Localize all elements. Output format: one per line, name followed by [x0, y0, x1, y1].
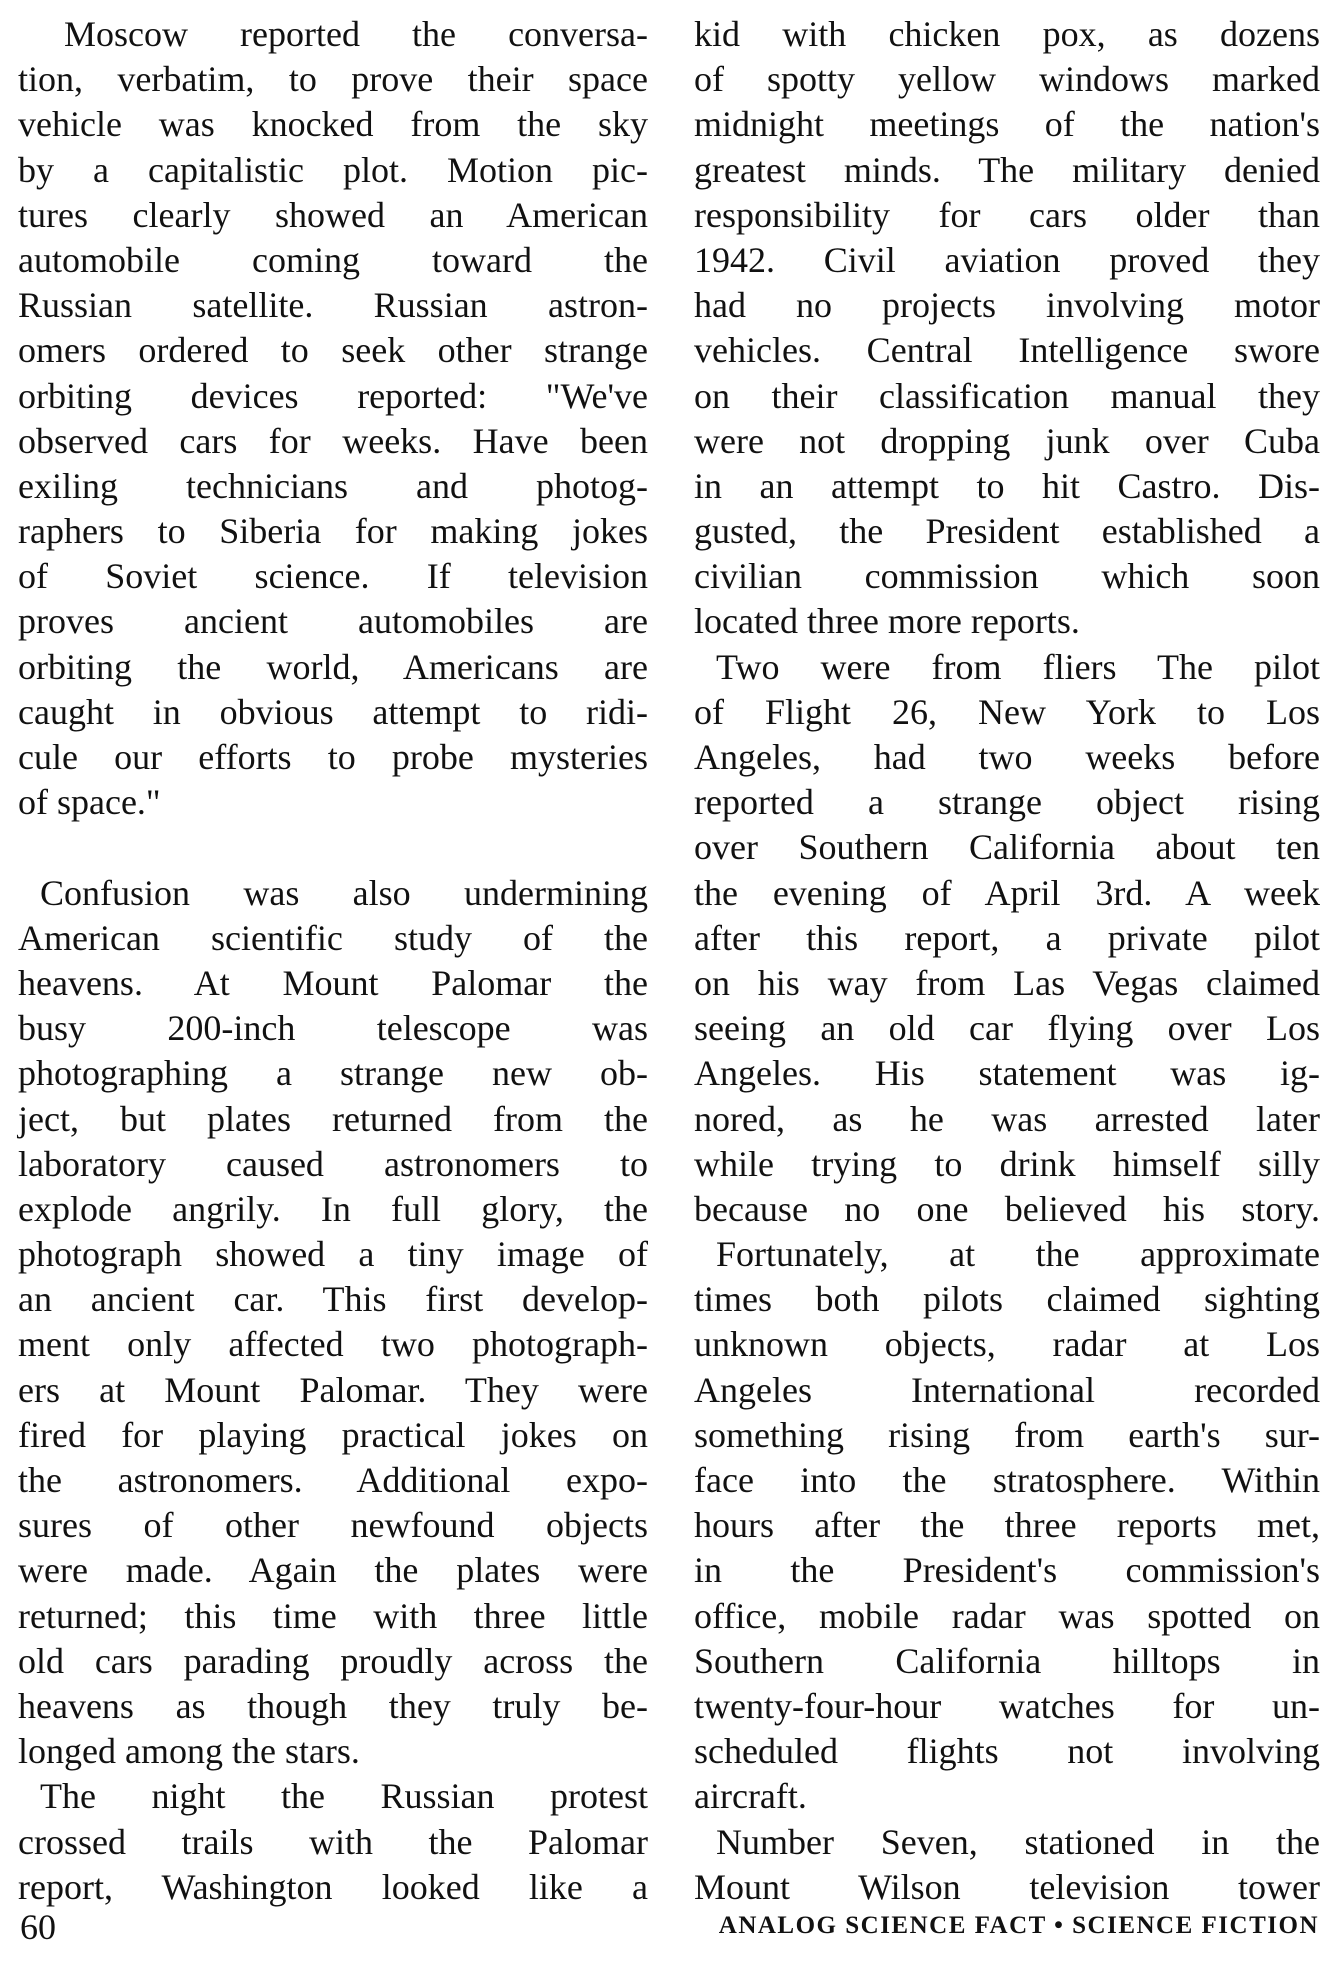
text-line: report, Washington looked like a	[18, 1866, 648, 1907]
text-line: nored, as he was arrested later	[694, 1098, 1320, 1139]
text-line: located three more reports.	[694, 601, 1080, 642]
text-line: crossed trails with the Palomar	[18, 1821, 648, 1862]
text-line: exiling technicians and photog-	[18, 465, 648, 506]
text-line: by a capitalistic plot. Motion pic-	[18, 149, 648, 190]
text-line: omers ordered to seek other strange	[18, 330, 648, 371]
text-line: proves ancient automobiles are	[18, 601, 648, 642]
text-line: Mount Wilson television tower	[694, 1866, 1320, 1907]
text-line: while trying to drink himself silly	[694, 1143, 1320, 1184]
text-line: Angeles International recorded	[694, 1369, 1320, 1410]
text-line: Angeles, had two weeks before	[694, 737, 1320, 777]
text-line: an ancient car. This first develop-	[18, 1279, 648, 1320]
text-line: raphers to Siberia for making jokes	[18, 511, 648, 552]
text-line: times both pilots claimed sighting	[694, 1279, 1320, 1320]
text-line: laboratory caused astronomers to	[18, 1143, 648, 1184]
text-line: Moscow reported the conversa-	[64, 14, 648, 54]
text-line: longed among the stars.	[18, 1731, 360, 1772]
text-line: Number Seven, stationed in the	[716, 1821, 1320, 1862]
text-line: explode angrily. In full glory, the	[18, 1188, 648, 1229]
text-line: tures clearly showed an American	[18, 194, 648, 235]
text-line: Fortunately, at the approximate	[716, 1234, 1320, 1275]
text-line: vehicle was knocked from the sky	[18, 104, 648, 145]
text-line: ject, but plates returned from the	[18, 1098, 648, 1139]
text-line: observed cars for weeks. Have been	[18, 420, 648, 461]
text-line: orbiting the world, Americans are	[18, 646, 648, 687]
text-line: had no projects involving motor	[694, 285, 1320, 326]
text-line: office, mobile radar was spotted on	[694, 1595, 1320, 1636]
text-line: orbiting devices reported: "We've	[18, 375, 648, 416]
text-line: gusted, the President established a	[694, 511, 1320, 552]
text-line: tion, verbatim, to prove their space	[18, 59, 648, 100]
page-number: 60	[20, 1907, 56, 1947]
text-line: over Southern California about ten	[694, 827, 1320, 868]
text-line: American scientific study of the	[18, 917, 648, 958]
text-line: The night the Russian protest	[40, 1776, 648, 1817]
text-line: after this report, a private pilot	[694, 917, 1320, 958]
text-line: aircraft.	[694, 1776, 807, 1817]
text-line: ment only affected two photograph-	[18, 1324, 648, 1365]
text-line: unknown objects, radar at Los	[694, 1324, 1320, 1365]
text-line: midnight meetings of the nation's	[694, 104, 1320, 145]
text-line: the astronomers. Additional expo-	[18, 1460, 648, 1500]
text-line: face into the stratosphere. Within	[694, 1460, 1320, 1500]
text-line: of space."	[18, 782, 161, 823]
text-line: on their classification manual they	[694, 375, 1320, 416]
text-line: busy 200-inch telescope was	[18, 1008, 648, 1049]
text-line: old cars parading proudly across the	[18, 1640, 648, 1681]
text-line: of spotty yellow windows marked	[694, 59, 1320, 100]
text-line: returned; this time with three little	[18, 1595, 648, 1636]
text-line: in the President's commission's	[694, 1550, 1320, 1591]
text-line: responsibility for cars older than	[694, 194, 1320, 235]
text-line: Angeles. His statement was ig-	[694, 1053, 1320, 1094]
text-line: photograph showed a tiny image of	[18, 1234, 648, 1275]
text-line: photographing a strange new ob-	[18, 1053, 648, 1094]
text-line: ers at Mount Palomar. They were	[18, 1369, 648, 1410]
text-line: automobile coming toward the	[18, 239, 648, 280]
text-line: hours after the three reports met,	[694, 1505, 1320, 1546]
paragraph-gap	[18, 825, 648, 870]
text-line: reported a strange object rising	[694, 782, 1320, 823]
text-line: 1942. Civil aviation proved they	[694, 239, 1320, 280]
text-line: vehicles. Central Intelligence swore	[694, 330, 1320, 371]
text-line: scheduled flights not involving	[694, 1731, 1320, 1772]
text-line: fired for playing practical jokes on	[18, 1414, 648, 1455]
text-line: in an attempt to hit Castro. Dis-	[694, 465, 1320, 506]
text-line: caught in obvious attempt to ridi-	[18, 691, 648, 732]
text-line: greatest minds. The military denied	[694, 149, 1320, 190]
text-line: seeing an old car flying over Los	[694, 1008, 1320, 1049]
text-line: the evening of April 3rd. A week	[694, 872, 1320, 913]
text-line: twenty-four-hour watches for un-	[694, 1685, 1320, 1726]
text-line: civilian commission which soon	[694, 556, 1320, 597]
text-line: kid with chicken pox, as dozens	[694, 14, 1320, 54]
text-line: because no one believed his story.	[694, 1188, 1320, 1229]
text-line: something rising from earth's sur-	[694, 1414, 1320, 1455]
text-line: cule our efforts to probe mysteries	[18, 737, 648, 777]
text-line: Russian satellite. Russian astron-	[18, 285, 648, 326]
left-column	[18, 12, 648, 1910]
running-footer-magazine-title: ANALOG SCIENCE FACT • SCIENCE FICTION	[718, 1912, 1319, 1939]
text-line: Confusion was also undermining	[40, 872, 648, 913]
right-column	[694, 12, 1320, 1910]
text-line: of Soviet science. If television	[18, 556, 648, 597]
text-line: were not dropping junk over Cuba	[694, 420, 1320, 461]
text-line: of Flight 26, New York to Los	[694, 691, 1320, 732]
text-line: Southern California hilltops in	[694, 1640, 1320, 1681]
text-line: Two were from fliers The pilot	[716, 646, 1320, 687]
text-line: on his way from Las Vegas claimed	[694, 962, 1320, 1003]
text-line: heavens. At Mount Palomar the	[18, 962, 648, 1003]
text-line: sures of other newfound objects	[18, 1505, 648, 1546]
text-line: were made. Again the plates were	[18, 1550, 648, 1591]
text-line: heavens as though they truly be-	[18, 1685, 648, 1726]
